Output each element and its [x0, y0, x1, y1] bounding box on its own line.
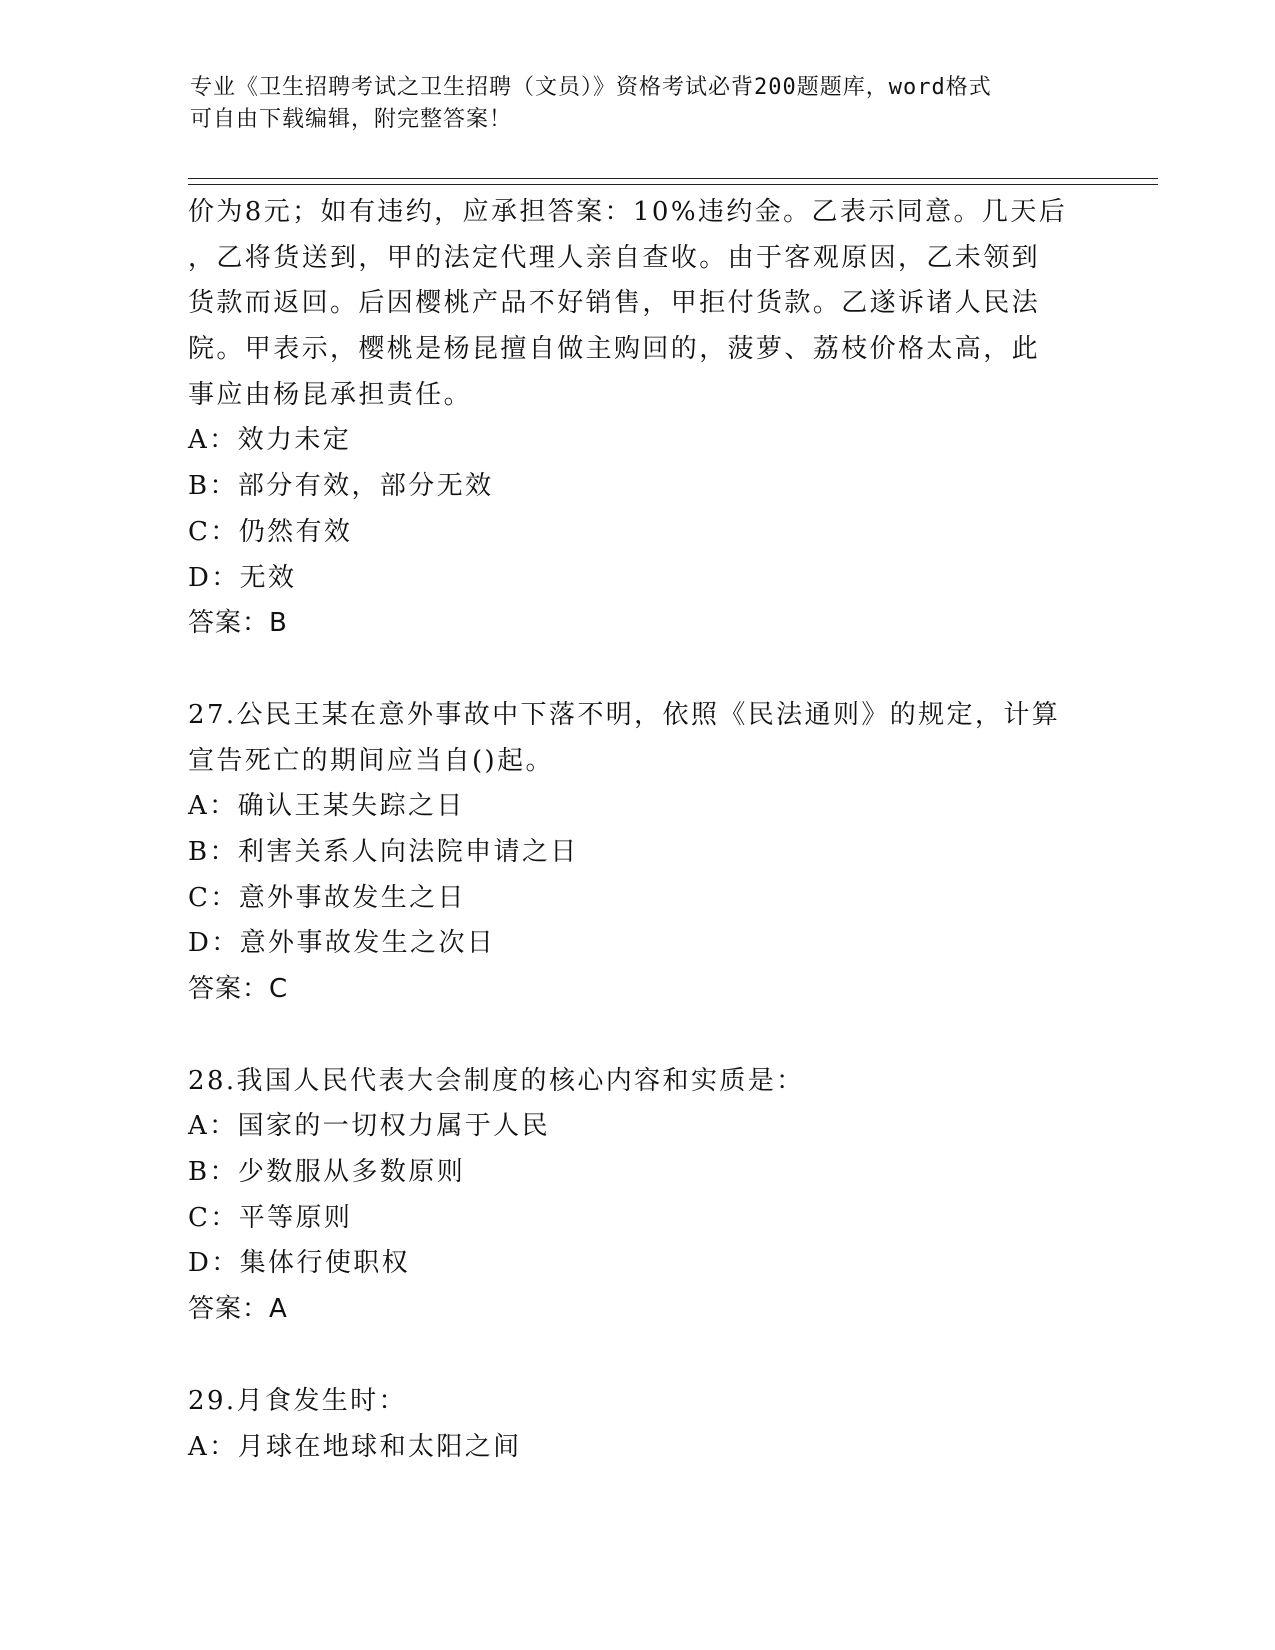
question-stem-line: 宣告死亡的期间应当自()起。 [188, 745, 554, 776]
question-stem-line: 货款而返回。后因樱桃产品不好销售，甲拒付货款。乙遂诉诸人民法 [188, 288, 1041, 319]
question-28 [188, 1059, 1088, 1333]
option-c: C：平等原则 [188, 1202, 353, 1233]
question-stem-line: 事应由杨昆承担责任。 [188, 379, 473, 410]
option-b: B：部分有效，部分无效 [188, 471, 494, 502]
option-a: A：效力未定 [188, 425, 352, 456]
option-c: C：仍然有效 [188, 516, 353, 547]
answer-line: 答案：C [188, 974, 289, 1004]
question-26 [188, 190, 1088, 647]
question-content [188, 190, 1088, 1470]
option-b: B：少数服从多数原则 [188, 1157, 466, 1188]
question-stem-line: 28.我国人民代表大会制度的核心内容和实质是： [188, 1065, 805, 1096]
question-27 [188, 693, 1088, 1013]
question-stem-line: 27.公民王某在意外事故中下落不明，依照《民法通则》的规定，计算 [188, 699, 1061, 730]
question-stem-line: 价为8元；如有违约，应承担答案：10%违约金。乙表示同意。几天后 [188, 197, 1068, 227]
question-stem-line: ，乙将货送到，甲的法定代理人亲自查收。由于客观原因，乙未领到 [188, 242, 1041, 273]
option-a: A：月球在地球和太阳之间 [188, 1431, 522, 1462]
question-29 [188, 1379, 1088, 1470]
answer-line: 答案：B [188, 608, 288, 639]
header-title-line-2: 可自由下载编辑，附完整答案！ [190, 107, 513, 132]
header-divider-bottom [188, 184, 1158, 185]
question-spacer [188, 1013, 1088, 1059]
option-d: D：集体行使职权 [188, 1248, 411, 1279]
option-b: B：利害关系人向法院申请之日 [188, 836, 579, 867]
question-stem-line: 院。甲表示，樱桃是杨昆擅自做主购回的，菠萝、荔枝价格太高，此 [188, 334, 1041, 365]
option-a: A：确认王某失踪之日 [188, 791, 465, 822]
header-title-line-1: 专业《卫生招聘考试之卫生招聘（文员）》资格考试必背200题题库，word格式 [190, 75, 992, 100]
question-stem-line: 29.月食发生时： [188, 1385, 407, 1416]
option-a: A：国家的一切权力属于人民 [188, 1111, 550, 1142]
page-header [190, 72, 1090, 136]
answer-line: 答案：A [188, 1294, 288, 1325]
question-spacer [188, 1333, 1088, 1379]
option-d: D：无效 [188, 562, 297, 593]
header-divider-top [188, 178, 1158, 179]
question-spacer [188, 647, 1088, 693]
option-d: D：意外事故发生之次日 [188, 928, 496, 959]
option-c: C：意外事故发生之日 [188, 882, 466, 913]
